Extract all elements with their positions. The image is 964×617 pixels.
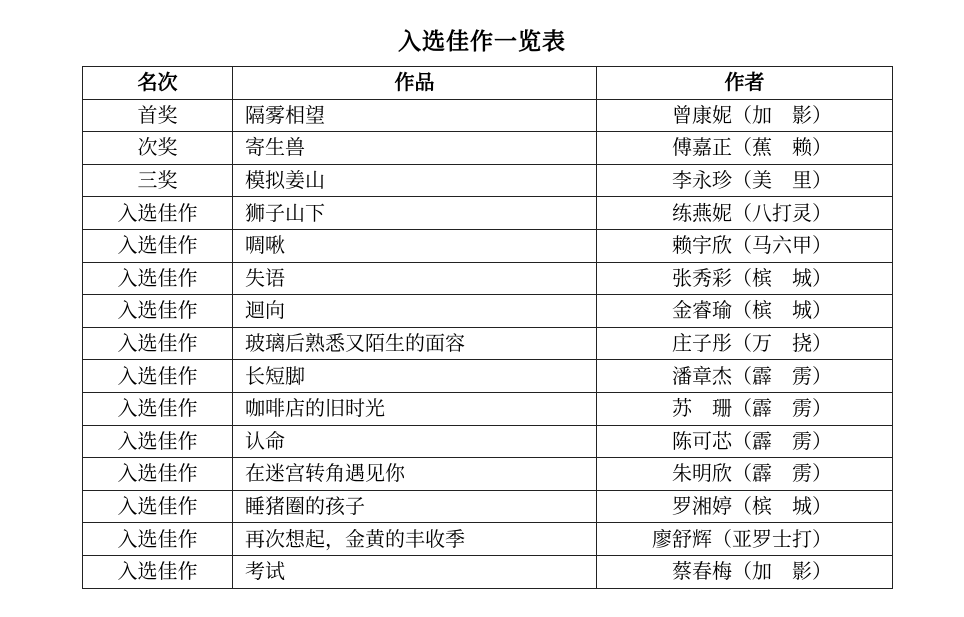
table-row: [83, 392, 893, 425]
author-cell: 潘章杰（霹 雳）: [597, 360, 893, 393]
table-header-row: [83, 67, 893, 100]
work-cell: 寄生兽: [233, 132, 597, 165]
rank-cell: 入选佳作: [83, 327, 233, 360]
rank-cell: 入选佳作: [83, 360, 233, 393]
author-cell: 赖宇欣（马六甲）: [597, 229, 893, 262]
author-cell: 傅嘉正（蕉 赖）: [597, 132, 893, 165]
author-cell: 苏 珊（霹 雳）: [597, 392, 893, 425]
header-work: 作品: [233, 67, 597, 100]
rank-cell: 入选佳作: [83, 458, 233, 491]
table-row: [83, 425, 893, 458]
work-cell: 认命: [233, 425, 597, 458]
author-cell: 蔡春梅（加 影）: [597, 555, 893, 588]
author-cell: 廖舒辉（亚罗士打）: [597, 523, 893, 556]
work-cell: 在迷宫转角遇见你: [233, 458, 597, 491]
rank-cell: 入选佳作: [83, 295, 233, 328]
rank-cell: 三奖: [83, 164, 233, 197]
table-row: [83, 132, 893, 165]
winners-table: [82, 66, 893, 589]
rank-cell: 入选佳作: [83, 262, 233, 295]
header-author: 作者: [597, 67, 893, 100]
rank-cell: 入选佳作: [83, 490, 233, 523]
author-cell: 李永珍（美 里）: [597, 164, 893, 197]
table-row: [83, 229, 893, 262]
table-row: [83, 523, 893, 556]
author-cell: 金睿瑜（槟 城）: [597, 295, 893, 328]
work-cell: 模拟姜山: [233, 164, 597, 197]
work-cell: 隔雾相望: [233, 99, 597, 132]
table-body: [83, 99, 893, 588]
rank-cell: 次奖: [83, 132, 233, 165]
author-cell: 朱明欣（霹 雳）: [597, 458, 893, 491]
author-cell: 张秀彩（槟 城）: [597, 262, 893, 295]
work-cell: 狮子山下: [233, 197, 597, 230]
table-row: [83, 360, 893, 393]
rank-cell: 入选佳作: [83, 392, 233, 425]
table-row: [83, 327, 893, 360]
rank-cell: 入选佳作: [83, 197, 233, 230]
table-row: [83, 490, 893, 523]
work-cell: 长短脚: [233, 360, 597, 393]
work-cell: 咖啡店的旧时光: [233, 392, 597, 425]
author-cell: 罗湘婷（槟 城）: [597, 490, 893, 523]
author-cell: 庄子彤（万 挠）: [597, 327, 893, 360]
page-title: 入选佳作一览表: [398, 29, 566, 55]
author-cell: 陈可芯（霹 雳）: [597, 425, 893, 458]
table-row: [83, 458, 893, 491]
rank-cell: 首奖: [83, 99, 233, 132]
work-cell: 再次想起，金黄的丰收季: [233, 523, 597, 556]
work-cell: 考试: [233, 555, 597, 588]
table-row: [83, 164, 893, 197]
rank-cell: 入选佳作: [83, 523, 233, 556]
work-cell: 迴向: [233, 295, 597, 328]
rank-cell: 入选佳作: [83, 555, 233, 588]
work-cell: 玻璃后熟悉又陌生的面容: [233, 327, 597, 360]
table-row: [83, 99, 893, 132]
rank-cell: 入选佳作: [83, 425, 233, 458]
table-row: [83, 262, 893, 295]
work-cell: 失语: [233, 262, 597, 295]
table-row: [83, 555, 893, 588]
table-row: [83, 197, 893, 230]
work-cell: 啁啾: [233, 229, 597, 262]
table-row: [83, 295, 893, 328]
author-cell: 练燕妮（八打灵）: [597, 197, 893, 230]
header-rank: 名次: [83, 67, 233, 100]
rank-cell: 入选佳作: [83, 229, 233, 262]
author-cell: 曾康妮（加 影）: [597, 99, 893, 132]
work-cell: 睡猪圈的孩子: [233, 490, 597, 523]
